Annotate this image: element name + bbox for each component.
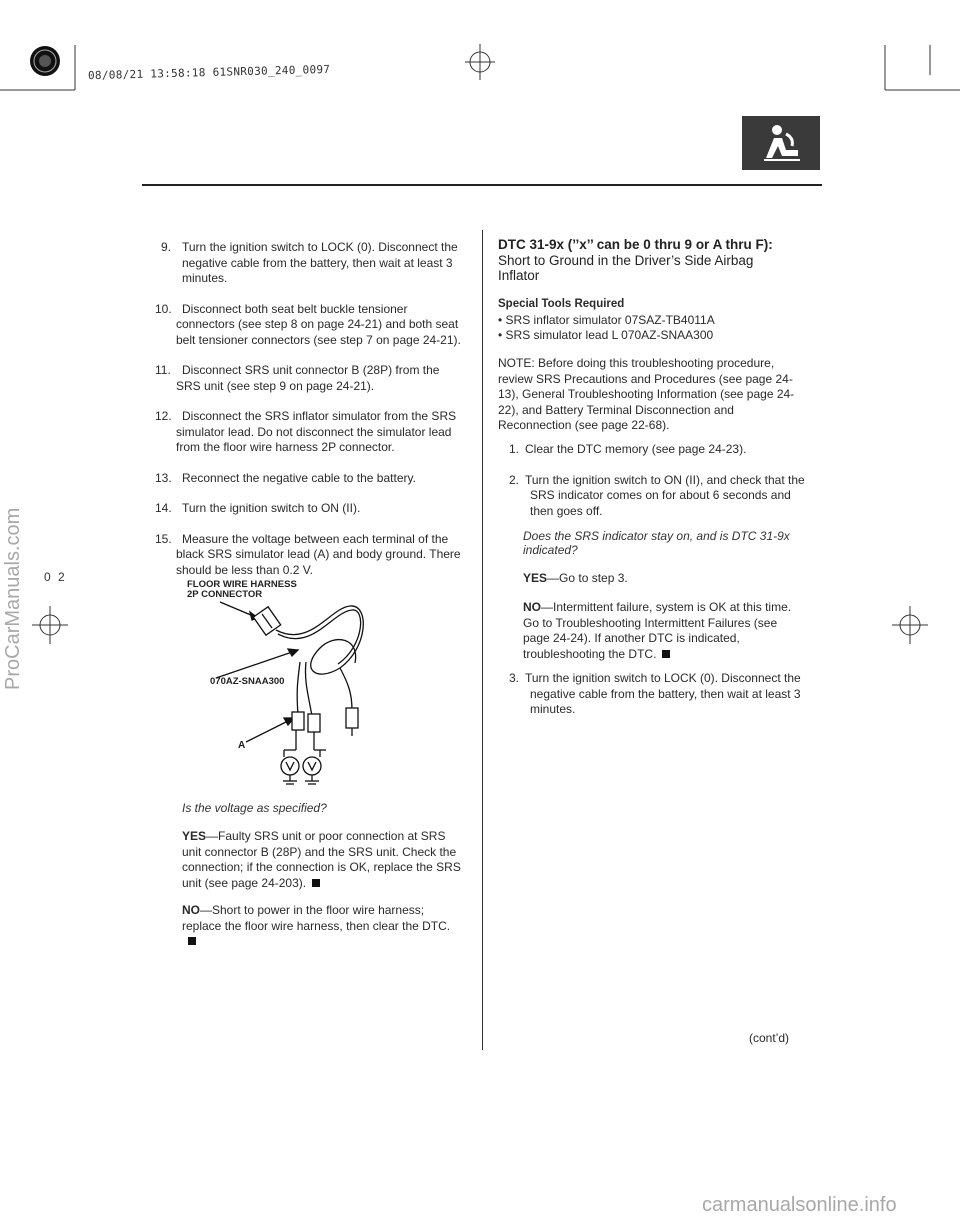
left-step-14 xyxy=(155,501,466,517)
section-title-sub-1: Short to Ground in the Driver’s Side Airbag xyxy=(498,253,754,268)
special-tool-item: • SRS simulator lead L 070AZ-SNAA300 xyxy=(498,328,714,342)
end-mark-icon xyxy=(188,937,196,945)
left-step-11 xyxy=(155,363,466,394)
end-mark-icon xyxy=(312,879,320,887)
step-number: 9. xyxy=(161,240,172,254)
footer-watermark: carmanualsonline.info xyxy=(702,1194,897,1216)
registration-target-icon xyxy=(28,44,62,78)
figure-label-part: 070AZ-SNAA300 xyxy=(210,676,285,687)
step-number: 13. xyxy=(155,470,172,485)
right-no-answer: NO—Intermittent failure, system is OK at this time. Go to Troubleshooting Intermittent Failures (see page 24-24). If another DTC is indicated, troubleshooting the DTC. xyxy=(523,600,792,661)
step-text: Turn the ignition switch to ON (II). xyxy=(182,501,361,515)
step-number: 14. xyxy=(155,501,172,515)
step-text: Turn the ignition switch to LOCK (0). Disconnect the negative cable from the battery, then wait at least 3 minutes. xyxy=(182,240,458,285)
figure-label-a: A xyxy=(238,740,246,751)
left-step-9 xyxy=(161,240,466,287)
left-no-answer: NO—Short to power in the floor wire harness; replace the floor wire harness, then clear the DTC. xyxy=(182,903,452,950)
special-tools-heading: Special Tools Required xyxy=(498,298,625,310)
right-step-2 xyxy=(509,473,809,520)
yes-text: Faulty SRS unit or poor connection at SRS unit connector B (28P) and the SRS unit. Check the connection; if the connection is OK, replace the SRS unit (see page 24-203). xyxy=(182,829,461,890)
right-step-3 xyxy=(509,671,830,718)
right-question: Does the SRS indicator stay on, and is DTC 31-9x indicated? xyxy=(523,529,790,557)
no-label: NO xyxy=(182,903,200,917)
section-title-sub-2: Inflator xyxy=(498,268,540,283)
simulator-lead-figure xyxy=(180,578,380,793)
step-text: Clear the DTC memory (see page 24-23). xyxy=(525,442,747,456)
left-question: Is the voltage as specified? xyxy=(182,801,327,815)
step-text: Disconnect both seat belt buckle tensioner connectors (see step 8 on page 24-21) and both seat belt tensioner connectors (see step 7 on page 24-21). xyxy=(176,301,461,347)
step-number: 2. xyxy=(509,472,520,487)
page-code: 0 2 xyxy=(44,570,67,584)
right-yes-answer: YES—Go to step 3. xyxy=(523,571,628,585)
figure-label-line-2: 2P CONNECTOR xyxy=(187,589,263,600)
header-rule xyxy=(142,184,822,186)
figure-label-line-1: FLOOR WIRE HARNESS xyxy=(187,579,297,590)
no-text: Short to power in the floor wire harness; replace the floor wire harness, then clear the DTC. xyxy=(182,903,451,933)
left-yes-answer: YES—Faulty SRS unit or poor connection at SRS unit connector B (28P) and the SRS unit. Check the connection; if the connection is OK, replace the SRS unit (see page 24-203). xyxy=(182,829,461,890)
step-number: 10. xyxy=(155,301,172,316)
continued-label: (cont’d) xyxy=(749,1031,790,1045)
no-label: NO xyxy=(523,600,541,614)
left-step-15 xyxy=(155,532,466,579)
yes-label: YES xyxy=(523,571,548,585)
step-number: 12. xyxy=(155,409,172,423)
step-text: Disconnect the SRS inflator simulator from the SRS simulator lead. Do not disconnect the simulator lead from the floor wire harness 2P connector. xyxy=(176,409,457,454)
print-timestamp: 08/08/21 13:58:18 61SNR030_240_0097 xyxy=(87,62,331,83)
section-title xyxy=(498,237,828,283)
right-step-1 xyxy=(509,442,809,458)
left-column xyxy=(155,240,466,578)
step-text: Measure the voltage between each terminal of the black SRS simulator lead (A) and body ground. There should be less than 0.2 V. xyxy=(176,531,461,577)
no-text: Intermittent failure, system is OK at this time. Go to Troubleshooting Intermittent Failures (see page 24-24). If another DTC is indicated, troubleshooting the DTC. xyxy=(523,600,792,661)
side-watermark: ProCarManuals.com xyxy=(2,507,24,690)
end-mark-icon xyxy=(662,650,670,658)
step-text: Turn the ignition switch to LOCK (0). Disconnect the negative cable from the battery, then wait at least 3 minutes. xyxy=(525,671,801,716)
yes-label: YES xyxy=(182,829,207,843)
step-number: 15. xyxy=(155,531,172,546)
left-step-13 xyxy=(155,471,466,487)
step-text: Reconnect the negative cable to the battery. xyxy=(182,470,416,485)
seated-occupant-icon xyxy=(742,116,820,170)
left-step-12 xyxy=(155,409,466,456)
special-tool-item: • SRS inflator simulator 07SAZ-TB4011A xyxy=(498,312,715,327)
airbag-section-icon xyxy=(742,116,820,170)
note-paragraph: NOTE: Before doing this troubleshooting procedure, review SRS Precautions and Procedures (see page 24-13), General Troubleshooting Information (see page 24-22), and Battery Terminal Disconnection and Reconnection (see page 22-68). xyxy=(498,356,795,432)
step-number: 3. xyxy=(509,671,520,685)
step-text: Turn the ignition switch to ON (II), and check that the SRS indicator comes on for about 6 seconds and then goes off. xyxy=(525,472,805,518)
step-number: 11. xyxy=(155,363,171,377)
section-title-dtc: DTC 31-9x (’’x’’ can be 0 thru 9 or A thru F): xyxy=(498,237,773,252)
left-step-10 xyxy=(155,302,466,349)
simulator-lead-drawing xyxy=(180,578,380,793)
special-tools xyxy=(498,297,818,344)
right-steps xyxy=(509,442,809,519)
yes-text: Go to step 3. xyxy=(559,571,628,585)
step-text: Disconnect SRS unit connector B (28P) from the SRS unit (see step 9 on page 24-21). xyxy=(176,363,440,393)
column-divider xyxy=(482,230,483,1050)
step-number: 1. xyxy=(509,442,520,456)
